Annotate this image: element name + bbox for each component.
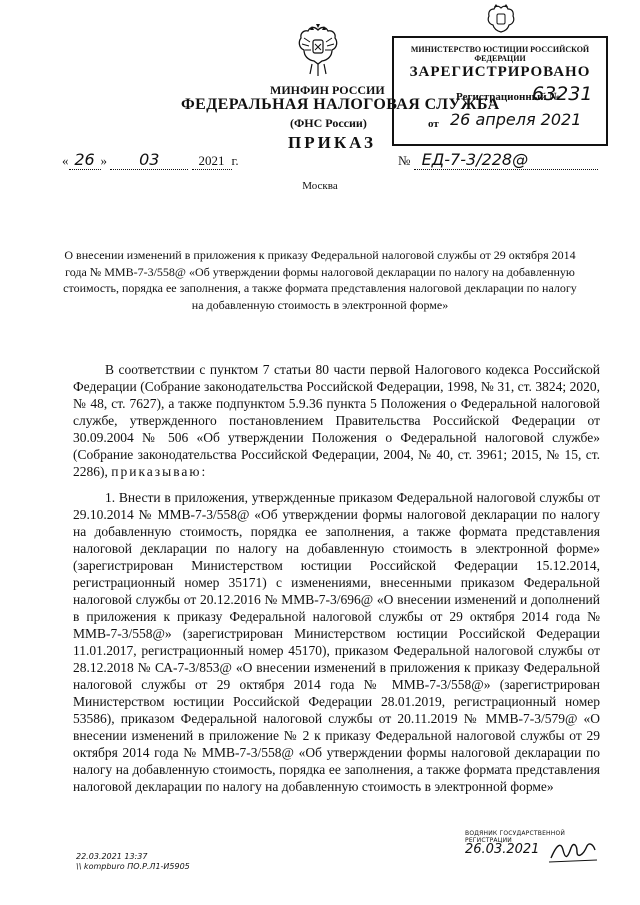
body-paragraph-2: 1. Внести в приложения, утвержденные приказом Федеральной налоговой службы от 29.10.2014 № ММВ-7-3/558@ «Об утверждении формы налоговой декларации по налогу на добавленную стоимость, порядка ее заполнения, а также формата представления налоговой декларации по налогу на добавленную стоимость в электронной форме» (зарегистрирован Министерством юстиции Российской Федерации 15.12.2014, регистрационный номер 35171) с изменениями, внесенными приказом Федеральной налоговой службы от 20.12.2016 № ММВ-7-3/696@ «О внесении изменений и дополнений в приложения к приказу Федеральной налоговой службы от 29 октября 2014 года № ММВ-7-3/558@» (зарегистрирован Министерством юстиции Российской Федерации 11.01.2017, регистрационный номер 45170), приказом Федеральной налоговой службы от 28.12.2018 № СА-7-3/853@ «О внесении изменений в приложения к приказу Федеральной налоговой службы от 29 октября 2014 года № ММВ-7-3/558@» (зарегистрирован Министерством юстиции Российской Федерации 28.01.2019, регистрационный номер 53586), приказом Федеральной налоговой службы от 20.11.2019 № ММВ-7-3/579@ «О внесении изменений в приложение № 2 к приказу Федеральной налоговой службы от 29 октября 2014 года № ММВ-7-3/558@ «Об утверждении формы налоговой декларации по налогу на добавленную стоимость, порядка ее заполнения, а также формата представления налоговой декларации по налогу на добавленную стоимость в электронной форме»: [73, 490, 600, 794]
order-date: [62, 150, 239, 170]
stamp-from-label: от: [428, 118, 439, 130]
order-year: 2021: [192, 153, 232, 170]
order-subject: О внесении изменений в приложения к приказу Федеральной налоговой службы от 29 октября 2014 года № ММВ-7-3/558@ «Об утверждении формы налоговой декларации по налогу на добавленную стоимость, порядка ее заполнения, а также формата представления налоговой декларации по налогу на добавленную стоимость в электронной форме»: [63, 248, 577, 312]
service-abbreviation: (ФНС России): [290, 116, 367, 130]
handwritten-signature: [547, 836, 599, 866]
stamp-registration-label: Регистрационный №: [456, 91, 561, 103]
order-number-label: №: [398, 153, 411, 168]
service-name: ФЕДЕРАЛЬНАЯ НАЛОГОВАЯ СЛУЖБА: [181, 96, 500, 113]
file-footer: [76, 852, 190, 872]
city-name: Москва: [302, 180, 338, 192]
order-month: 03: [110, 150, 188, 170]
stamp-ministry-name: МИНИСТЕРСТВО ЮСТИЦИИ РОССИЙСКОЙ ФЕДЕРАЦИИ: [410, 45, 590, 63]
footer-file-path: \\ kompburo ПО.Р.Л1-И5905: [76, 862, 190, 871]
coat-of-arms-emblem: [296, 24, 340, 78]
document-type-title: ПРИКАЗ: [288, 133, 376, 152]
decree-word: приказываю:: [111, 464, 208, 479]
order-number-line: [398, 150, 598, 170]
signature-stamp-label: ВОДЯНИК ГОСУДАРСТВЕННОЙ РЕГИСТРАЦИИ: [465, 830, 566, 844]
date-open-quote: «: [62, 153, 69, 168]
order-year-suffix: г.: [231, 153, 239, 168]
signature-stamp-date: 26.03.2021: [465, 842, 540, 857]
stamp-registered-label: ЗАРЕГИСТРИРОВАНО: [409, 64, 591, 80]
footer-timestamp: 22.03.2021 13:37: [76, 852, 148, 861]
registration-stamp: [392, 36, 608, 146]
paragraph-1-text: В соответствии с пунктом 7 статьи 80 части первой Налогового кодекса Российской Федерации (Собрание законодательства Российской Федерации, 1998, № 31, ст. 3824; 2020, № 48, ст. 7627), а также подпунктом 5.9.36 пункта 5 Положения о Федеральной налоговой службе, утвержденного постановлением Правительства Российской Федерации от 30.09.2004 № 506 «Об утверждении Положения о Федеральной налоговой службе» (Собрание законодательства Российской Федерации, 2004, № 40, ст. 3961; 2015, № 15, ст. 2286),: [73, 362, 600, 479]
body-paragraph-1: [73, 361, 600, 480]
stamp-handwritten-date: 26 апреля 2021: [450, 110, 582, 129]
order-day: 26: [69, 150, 101, 170]
date-close-quote: »: [100, 153, 107, 168]
signature-stamp: [455, 828, 605, 870]
order-number: ЕД-7-3/228@: [414, 150, 598, 170]
stamp-registration-number: 63231: [532, 83, 593, 105]
ministry-seal-emblem: [484, 2, 518, 36]
ministry-name: МИНФИН РОССИИ: [270, 83, 385, 97]
